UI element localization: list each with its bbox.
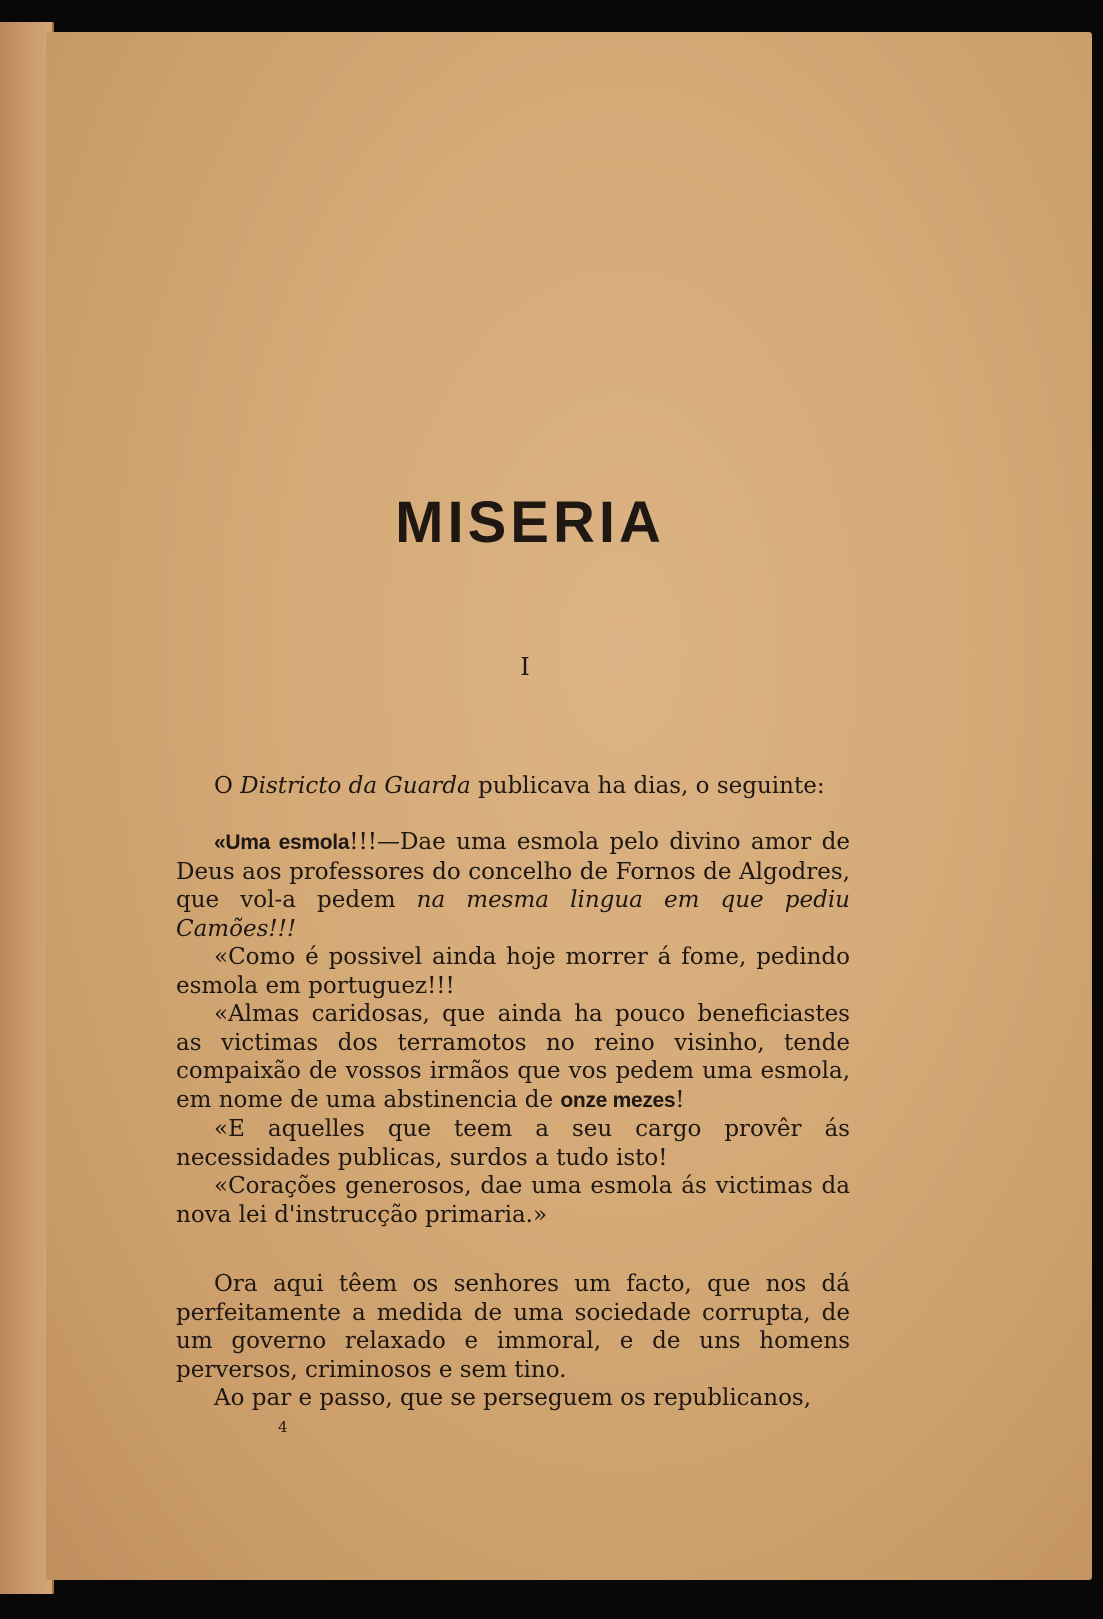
quote-paragraph-1-text: !!!—Dae uma esmola pelo divino amor de Deus aos professores do concelho de Fornos de Algodres, que vol-a pedem [176, 829, 850, 913]
narrative-paragraph-1: Ora aqui têem os senhores um facto, que nos dá perfeitamente a medida de uma sociedade corrupta, de um governo relaxado e immoral, e de uns homens perversos, criminosos e sem tino. [176, 1271, 850, 1383]
quote-paragraph-4: «E aquelles que teem a seu cargo provêr ás necessidades publicas, surdos a tudo isto! [176, 1116, 850, 1171]
intro-paragraph [176, 772, 850, 801]
quoted-article [176, 828, 850, 1229]
narrative-text [176, 1270, 850, 1413]
quote-paragraph-2: «Como é possivel ainda hoje morrer á fome, pedindo esmola em portuguez!!! [176, 944, 850, 999]
page-title: MISERIA [395, 490, 665, 555]
quote-paragraph-1 [176, 828, 850, 943]
quote-paragraph-1-italic: na mesma lingua em que pediu Camões!!! [176, 887, 850, 942]
quote-paragraph-3-end: ! [675, 1086, 685, 1113]
chapter-number: I [520, 653, 530, 681]
quote-paragraph-3-text: «Almas caridosas, que ainda ha pouco beneficiastes as victimas dos terramotos no reino visinho, tende compaixão de vossos irmãos que vos pedem uma esmola, em nome de uma abstinencia de [176, 1001, 850, 1113]
intro-lead: O [214, 773, 241, 799]
newspaper-name: Districto da Guarda [240, 773, 471, 799]
narrative-paragraph-2: Ao par e passo, que se perseguem os republicanos, [214, 1385, 812, 1411]
quote-paragraph-3-bold: onze mezes [560, 1088, 676, 1112]
page-number: 4 [278, 1418, 288, 1436]
quote-paragraph-3 [176, 1000, 850, 1115]
intro-rest: publicava ha dias, o seguinte: [470, 773, 825, 799]
quote-paragraph-5: «Corações generosos, dae uma esmola ás victimas da nova lei d'instrucção primaria.» [176, 1173, 850, 1228]
quote-heading: «Uma esmola [214, 831, 350, 854]
